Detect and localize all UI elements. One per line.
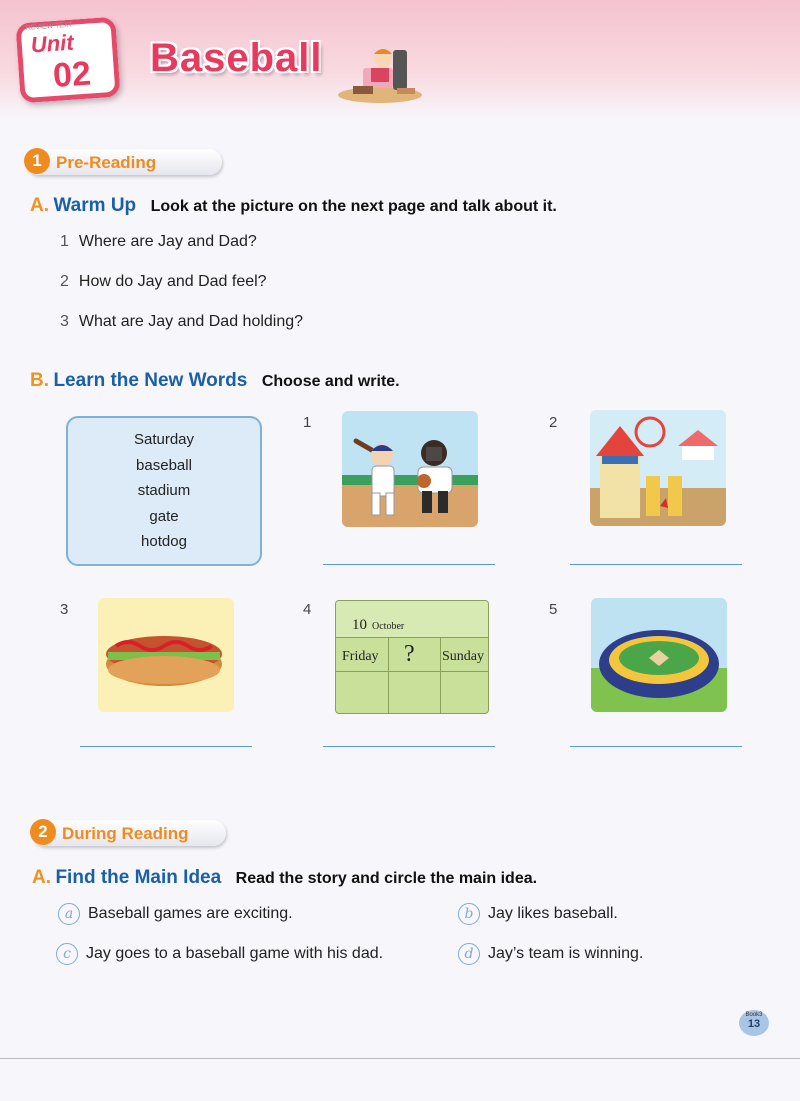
option-c[interactable] [56, 943, 383, 965]
main-idea-letter: A. [32, 867, 51, 888]
page-number-badge [739, 1010, 769, 1036]
new-words-letter: B. [30, 370, 49, 391]
hotdog-picture [98, 598, 234, 712]
option-text: Jay goes to a baseball game with his dad. [86, 945, 384, 963]
word-bank [66, 416, 262, 566]
calendar-picture [335, 600, 489, 714]
picture-number: 1 [303, 414, 312, 431]
question-item [60, 313, 303, 331]
section-pre-reading [26, 149, 222, 175]
answer-line[interactable] [570, 564, 742, 565]
option-text: Jay likes baseball. [488, 905, 618, 923]
warm-up-heading [30, 195, 557, 217]
word-bank-item: Saturday [133, 431, 195, 448]
new-words-title: Learn the New Words [53, 370, 248, 391]
unit-small-label: REVIEW TEXT [25, 21, 74, 32]
answer-line[interactable] [323, 746, 495, 747]
picture-number: 5 [549, 601, 558, 618]
answer-line[interactable] [323, 564, 495, 565]
new-words-heading [30, 370, 400, 392]
option-text: Jay’s team is winning. [488, 945, 644, 963]
section-label: Pre-Reading [56, 153, 157, 172]
page-title: Baseball [150, 36, 323, 80]
option-letter: d [458, 943, 480, 965]
question-number: 3 [60, 313, 69, 330]
section-number: 2 [30, 819, 56, 845]
calendar-question-mark: ? [404, 641, 415, 667]
word-bank-item: baseball [136, 456, 192, 474]
question-item [60, 233, 257, 251]
option-letter: c [56, 943, 78, 965]
question-text: How do Jay and Dad feel? [78, 273, 267, 290]
new-words-instruction: Choose and write. [261, 373, 400, 390]
calendar-day: 10 [352, 617, 367, 633]
picture-number: 4 [303, 601, 312, 618]
page-number: 13 [747, 1018, 761, 1030]
section-label: During Reading [62, 824, 189, 843]
unit-badge [15, 17, 120, 104]
calendar-left-day: Friday [342, 649, 379, 664]
option-letter: a [58, 903, 80, 925]
warm-up-instruction: Look at the picture on the next page and talk about it. [150, 198, 557, 215]
word-bank-item: stadium [137, 482, 191, 499]
calendar-month: October [372, 621, 405, 632]
question-text: Where are Jay and Dad? [78, 233, 257, 250]
answer-line[interactable] [80, 746, 252, 747]
option-a[interactable] [58, 903, 293, 925]
main-idea-title: Find the Main Idea [55, 867, 222, 888]
calendar-right-day: Sunday [442, 649, 484, 664]
warm-up-letter: A. [30, 195, 49, 216]
option-letter: b [458, 903, 480, 925]
option-b[interactable] [458, 903, 618, 925]
picture-number: 3 [60, 601, 69, 618]
main-idea-heading [32, 867, 537, 889]
word-bank-item: gate [149, 507, 179, 525]
unit-number: 02 [51, 54, 93, 96]
question-number: 1 [60, 233, 69, 250]
gate-picture [590, 410, 726, 526]
option-d[interactable] [458, 943, 643, 965]
question-number: 2 [60, 273, 69, 290]
answer-line[interactable] [570, 746, 742, 747]
question-item [60, 273, 267, 291]
option-text: Baseball games are exciting. [88, 905, 293, 923]
unit-word: Unit [29, 29, 75, 58]
stadium-picture [591, 598, 727, 712]
section-during-reading [32, 820, 226, 846]
warm-up-title: Warm Up [53, 195, 137, 216]
picture-number: 2 [549, 414, 558, 431]
word-bank-item: hotdog [141, 533, 187, 550]
section-number: 1 [24, 148, 50, 174]
question-text: What are Jay and Dad holding? [78, 313, 304, 330]
book-label: Book3 [745, 1012, 763, 1018]
baseball-picture [342, 411, 478, 527]
reading-kid-illustration [335, 40, 425, 105]
main-idea-instruction: Read the story and circle the main idea. [235, 870, 538, 887]
bottom-divider [0, 1058, 800, 1059]
